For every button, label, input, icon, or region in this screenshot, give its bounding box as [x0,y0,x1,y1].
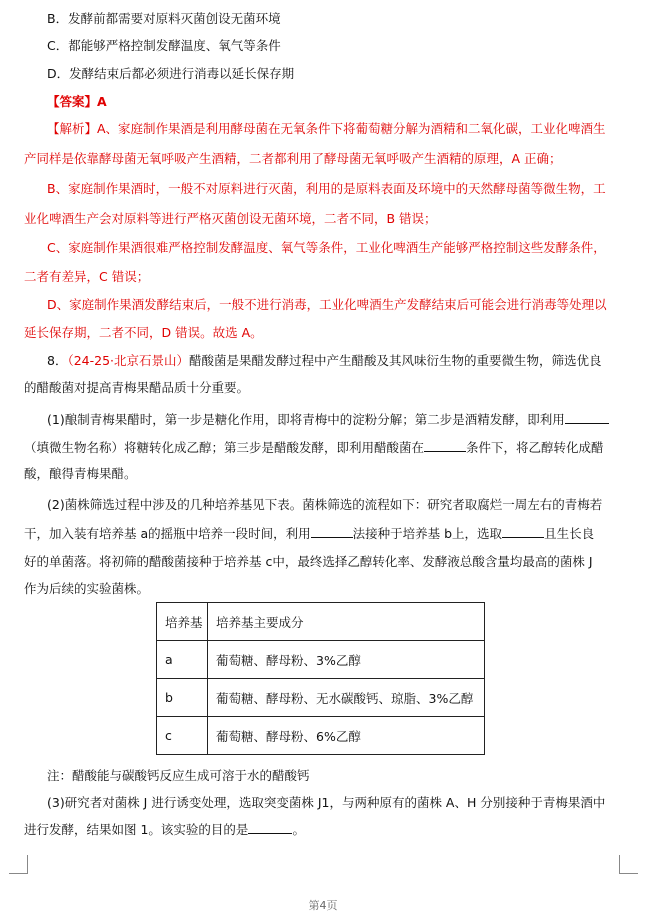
page-corner-mark [9,855,28,874]
table-row [157,717,485,755]
answer-blank[interactable] [311,526,353,538]
question-number: 8． [47,353,68,368]
option-b: B．发酵前都需要对原料灭菌创设无菌环境 [47,11,281,26]
question-8-intro [47,353,602,369]
table-cell: c [157,717,208,755]
table-row [157,641,485,679]
part-2-text: 干，加入装有培养基 a的摇瓶中培养一段时间，利用 [24,526,311,541]
analysis-line: 二者有差异，C 错误； [24,269,150,284]
table-cell: 葡萄糖、酵母粉、3%乙醇 [208,641,485,679]
part-2-text: 且生长良 [544,526,595,541]
analysis-line: C、家庭制作果酒很难严格控制发酵温度、氧气等条件，工业化啤酒生产能够严格控制这些发酵条件， [47,240,606,255]
table-cell: b [157,679,208,717]
part-1-line [47,412,609,428]
part-3-text: 进行发酵，结果如图 1。该实验的目的是 [24,822,249,837]
part-2-line: 好的单菌落。将初筛的醋酸菌接种于培养基 c中，最终选择乙醇转化率、发酵液总酸含量均最高的菌株 J [24,554,593,569]
page-corner-mark [619,855,638,874]
part-1-text: (1)酿制青梅果醋时，第一步是糖化作用，即将青梅中的淀粉分解；第二步是酒精发酵，即利用 [47,412,565,427]
part-1-text: （填微生物名称）将糖转化成乙醇；第三步是醋酸发酵，即利用醋酸菌在 [24,440,425,455]
option-d: D．发酵结束后都必须进行消毒以延长保存期 [47,66,295,81]
part-2-line: 作为后续的实验菌株。 [24,581,150,596]
answer-blank[interactable] [424,440,466,452]
analysis-line: D、家庭制作果酒发酵结束后，一般不进行消毒，工业化啤酒生产发酵结束后可能会进行消毒等处理以 [47,297,607,312]
table-header-row [157,603,485,641]
analysis-line: 业化啤酒生产会对原料等进行严格灭菌创设无菌环境，二者不同，B 错误； [24,211,437,226]
answer-blank[interactable] [248,822,292,834]
part-2-line: (2)菌株筛选过程中涉及的几种培养基见下表。菌株筛选的流程如下：研究者取腐烂一周左右的青梅若 [47,497,603,512]
analysis-line: B、家庭制作果酒时，一般不对原料进行灭菌，利用的是原料表面及环境中的天然酵母菌等微生物，工 [47,181,606,196]
analysis-line: 【解析】A、家庭制作果酒是利用酵母菌在无氧条件下将葡萄糖分解为酒精和二氧化碳，工业化啤酒生 [47,121,606,136]
answer: 【答案】A [47,94,107,109]
part-2-text: 法接种于培养基 b上，选取 [352,526,503,541]
part-3-text: 。 [292,822,305,837]
part-2-line [24,526,594,542]
table-cell: 葡萄糖、酵母粉、6%乙醇 [208,717,485,755]
page-number: 第4页 [308,899,338,912]
part-1-line [24,440,604,456]
question-8-intro-cont: 的醋酸菌对提高青梅果醋品质十分重要。 [24,380,250,395]
part-1-text: 条件下，将乙醇转化成醋 [466,440,604,455]
analysis-line: 产同样是依靠酵母菌无氧呼吸产生酒精，二者都利用了酵母菌无氧呼吸产生酒精的原理，A 正确； [24,151,562,166]
answer-blank[interactable] [502,526,544,538]
table-header-cell: 培养基主要成分 [208,603,485,641]
table-note: 注：醋酸能与碳酸钙反应生成可溶于水的醋酸钙 [47,768,310,783]
table-cell: a [157,641,208,679]
question-source: （24-25·北京石景山） [67,353,189,368]
table-cell: 葡萄糖、酵母粉、无水碳酸钙、琼脂、3%乙醇 [208,679,485,717]
question-intro-text: 醋酸菌是果醋发酵过程中产生醋酸及其风味衍生物的重要微生物，筛选优良 [189,353,602,368]
part-3-line: (3)研究者对菌株 J 进行诱变处理，选取突变菌株 J1，与两种原有的菌株 A、H 分别接种于青梅果酒中 [47,795,606,810]
part-3-line [24,822,305,838]
answer-blank[interactable] [565,412,609,424]
table-header-cell: 培养基 [157,603,208,641]
culture-medium-table [156,602,485,755]
option-c: C．都能够严格控制发酵温度、氧气等条件 [47,38,281,53]
analysis-line: 延长保存期，二者不同，D 错误。故选 A。 [24,325,263,340]
table-row [157,679,485,717]
part-1-line: 酸，酿得青梅果醋。 [24,466,137,481]
